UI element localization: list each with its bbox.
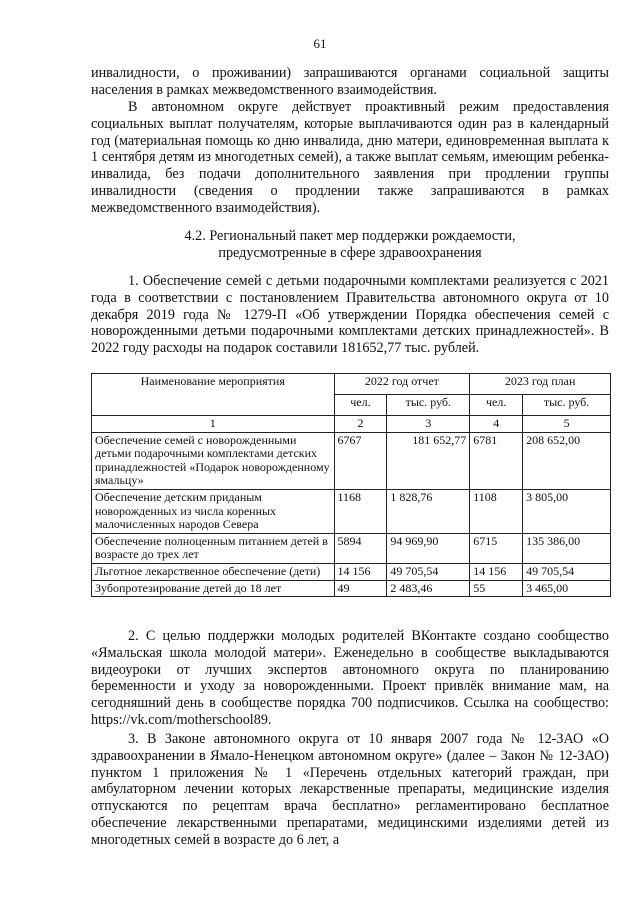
table-row <box>92 533 611 563</box>
row-rub-2022: 2 483,46 <box>387 580 470 597</box>
col-number: 3 <box>387 416 470 433</box>
col-number: 4 <box>470 416 523 433</box>
subheader-people-2022: чел. <box>334 395 387 416</box>
row-rub-2023: 3 465,00 <box>523 580 611 597</box>
row-rub-2023: 135 386,00 <box>523 533 611 563</box>
subheader-rub-2022: тыс. руб. <box>387 395 470 416</box>
row-name: Льготное лекарственное обеспечение (дети) <box>92 563 335 580</box>
row-rub-2022: 49 705,54 <box>387 563 470 580</box>
paragraph-3: 3. В Законе автономного округа от 10 января 2007 года № 12-ЗАО «О здравоохранении в Ямало-Ненецком автономном округе» (далее – Закон № 12-ЗАО) пунктом 1 приложения № 1 «Перечень отдельных категорий граждан, при амбулаторном лечении которых лекарственные препараты, медицинские изделия отпускаются по рецептам врача бесплатно» регламентировано бесплатное обеспечение лекарственными препаратами, медицинскими изделиями детей из многодетных семей в возрасте до 6 лет, а <box>91 731 609 848</box>
row-people-2023: 55 <box>470 580 523 597</box>
row-rub-2022: 181 652,77 <box>387 432 470 489</box>
table-header-row <box>92 374 611 395</box>
row-name: Обеспечение детским приданым новорожденных из числа коренных малочисленных народов Севера <box>92 489 335 533</box>
row-rub-2023: 208 652,00 <box>523 432 611 489</box>
paragraph-2: 2. С целью поддержки молодых родителей ВКонтакте создано сообщество «Ямальская школа молодой матери». Еженедельно в сообществе выкладываются видеоуроки от лучших экспертов автономного округа по планированию беременности и уходу за новорожденными. Проект привлёк внимание мам, на сегодняшний день в сообществе порядка 700 подписчиков. Ссылка на сообщество: https://vk.com/motherschool89. <box>91 628 609 728</box>
col-number: 1 <box>92 416 335 433</box>
row-people-2022: 5894 <box>334 533 387 563</box>
row-people-2022: 14 156 <box>334 563 387 580</box>
table-row <box>92 580 611 597</box>
row-people-2023: 14 156 <box>470 563 523 580</box>
row-people-2023: 6781 <box>470 432 523 489</box>
row-rub-2023: 49 705,54 <box>523 563 611 580</box>
row-name: Зубопротезирование детей до 18 лет <box>92 580 335 597</box>
table-column-numbers-row <box>92 416 611 433</box>
table-row <box>92 489 611 533</box>
table-row <box>92 432 611 489</box>
row-name: Обеспечение семей с новорожденными детьми подарочными комплектами детских принадлежностей «Подарок новорожденному ямальцу» <box>92 432 335 489</box>
header-2022: 2022 год отчет <box>334 374 470 395</box>
subheader-people-2023: чел. <box>470 395 523 416</box>
section-heading-line1: 4.2. Региональный пакет мер поддержки рождаемости, <box>184 228 516 244</box>
paragraph-proactive: В автономном округе действует проактивный режим предоставления социальных выплат получателям, которые выплачиваются один раз в календарный год (материальная помощь ко дню инвалида, дню матери, единовременная выплата к 1 сентября детям из многодетных семей), а также выплат семьям, имеющим ребенка-инвалида, без подачи дополнительного заявления при продлении группы инвалидности (сведения о продлении также запрашиваются в рамках межведомственного взаимодействия). <box>91 99 609 216</box>
header-name: Наименование мероприятия <box>92 374 335 416</box>
row-rub-2022: 1 828,76 <box>387 489 470 533</box>
row-name: Обеспечение полноценным питанием детей в возрасте до трех лет <box>92 533 335 563</box>
row-people-2023: 1108 <box>470 489 523 533</box>
row-rub-2023: 3 805,00 <box>523 489 611 533</box>
measures-table <box>91 373 611 597</box>
table-row <box>92 563 611 580</box>
subheader-rub-2023: тыс. руб. <box>523 395 611 416</box>
paragraph-top: инвалидности, о проживании) запрашиваются органами социальной защиты населения в рамках межведомственного взаимодействия. <box>91 65 609 98</box>
col-number: 2 <box>334 416 387 433</box>
paragraph-1: 1. Обеспечение семей с детьми подарочными комплектами реализуется с 2021 года в соответствии с постановлением Правительства автономного округа от 10 декабря 2019 года № 1279-П «Об утверждении Порядка обеспечения семей с новорожденными детьми подарочными комплектами детских принадлежностей». В 2022 году расходы на подарок составили 181652,77 тыс. рублей. <box>91 273 609 357</box>
row-people-2022: 1168 <box>334 489 387 533</box>
row-rub-2022: 94 969,90 <box>387 533 470 563</box>
row-people-2022: 49 <box>334 580 387 597</box>
col-number: 5 <box>523 416 611 433</box>
section-heading-line2: предусмотренные в сфере здравоохранения <box>218 244 482 261</box>
page-number: 61 <box>313 36 327 51</box>
row-people-2022: 6767 <box>334 432 387 489</box>
section-heading <box>91 228 609 262</box>
header-2023: 2023 год план <box>470 374 611 395</box>
row-people-2023: 6715 <box>470 533 523 563</box>
